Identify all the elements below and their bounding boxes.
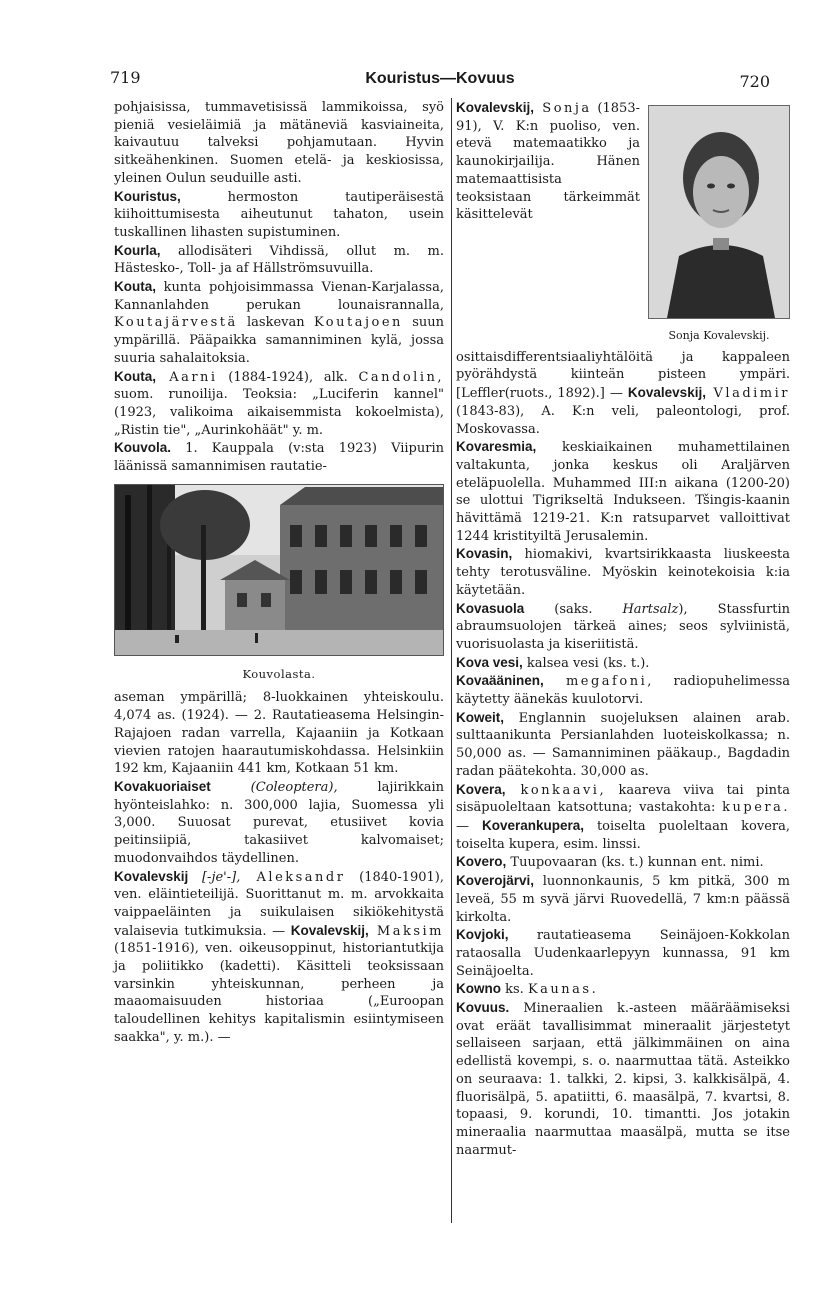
street-scene-image	[115, 485, 443, 655]
entry-text: allodisäteri Vihdissä, ollut m. m. Hästesko-, Toll- ja af Hällströmsuvuilla.	[114, 243, 444, 277]
headword: Koverankupera,	[481, 817, 584, 833]
headword: Kovalevskij	[114, 868, 189, 884]
entry-kova-vesi	[456, 654, 790, 673]
headword: Kovalevskij,	[456, 100, 535, 115]
entry-text: kunta pohjoisimmassa Vienan-Karjalassa, Kannanlahden perukan lounaisrannalla,	[114, 280, 444, 313]
entry-kovasin	[456, 545, 790, 599]
headword: Kovasin,	[456, 546, 513, 562]
entry-kovaresmia	[456, 438, 790, 545]
spaced-term: Koutajoen	[313, 315, 403, 331]
headword: Kovuus.	[456, 1000, 510, 1016]
kouvola-photo	[114, 484, 444, 656]
entry-text: —	[456, 818, 482, 834]
entry-text: keskiaikainen muhamettilainen valtakunta, jonka keskus oli Araljärven eteläpuolella. Muhammed III:n aikana (1200-20) se ulottui Tigrikseltä Indukseen. Tšingis-kaanin hävittämä 1219-21. K:n ratsuparvet valloittivat 1244 kristityiltä Jerusalemin.	[456, 440, 790, 544]
entry-text: Tuupovaaran (ks. t.) kunnan ent. nimi.	[506, 855, 764, 871]
entry-text: laskevan	[237, 315, 314, 331]
portrait-figure	[648, 105, 790, 345]
headword: Kovasuola	[456, 600, 525, 616]
entry-text: ks.	[501, 982, 528, 998]
right-column	[456, 99, 790, 1159]
headword: Kourla,	[114, 242, 161, 258]
entry-text: radiopuhelimessa käytetty äänekäs kuulotorvi.	[456, 674, 790, 708]
entry-kovalevskij-sonja	[456, 99, 790, 438]
headword: Kovaääninen,	[456, 673, 544, 689]
headword: Kovjoki,	[456, 927, 509, 943]
entry-text: (1851-1916), ven. oikeusoppinut, historiantutkija ja poliitikko (kadetti). Käsitteli teoksissaan varsinkin yhteiskunnan, perheen ja maaomaisuuden historiaa („Euroopan taloudellinen kehitys kapitalismin esiintymiseen saakka", y. m.). —	[114, 941, 444, 1045]
headword: Kovero,	[456, 854, 507, 870]
entry-kovalevskij-aleksandr	[114, 868, 444, 1047]
portrait-caption: Sonja Kovalevskij.	[668, 329, 770, 342]
entry-text: Englannin suojeluksen alainen arab. sulttaanikunta Persianlahden luoteiskolkassa; n. 50,000 as. — Samanniminen pääkaup., Bagdadin radan päätekohta. 30,000 as.	[456, 710, 790, 779]
headword: Koverojärvi,	[456, 873, 535, 889]
entry-text: (1853-91), V. K:n puoliso, ven. etevä matemaatikko ja kaunokirjailija. Hänen matemaattisista teoksistaan tärkeimmät käsittelevät osittaisdifferentsiaaliyhtälöitä ja kappaleen pyörähdystä kiinteän pisteen ympäri. [Leffler(ruots., 1892).] —	[456, 101, 790, 402]
spaced-term: Aleksandr	[240, 869, 346, 885]
entry-text: suun ympärillä. Pääpaikka samanniminen kylä, jossa suuria sahalaitoksia.	[114, 315, 444, 366]
headword: Kovera,	[456, 781, 506, 797]
spaced-term: megafoni,	[543, 674, 654, 690]
headword: Kovalevskij,	[627, 385, 706, 401]
entry-kovjoki	[456, 926, 790, 980]
entry-kouvola	[114, 439, 444, 475]
kouvola-photo-figure	[114, 484, 444, 684]
entry-text: lajirikkain hyönteislahko: n. 300,000 lajia, Suomessa yli 3,000. Suuosat purevat, etusiivet kovia peitinsiipiä, takasiivet kalvomaiset; muodonvaihdos täydellinen.	[114, 779, 444, 866]
spaced-term: Maksim	[368, 923, 444, 939]
portrait-image	[649, 106, 789, 318]
entry-text: kalsea vesi (ks. t.).	[522, 655, 650, 671]
entry-text: hermoston tautiperäisestä kiihoittumisesta aiheutunut tahaton, usein tuskallinen lihasten supistuminen.	[114, 189, 444, 240]
spaced-term: kupera.	[722, 800, 790, 816]
spaced-term: konkaavi,	[505, 782, 607, 798]
spaced-term: Kaunas.	[527, 982, 599, 998]
entry-kowno	[456, 980, 790, 999]
portrait-photo	[648, 105, 790, 319]
entry-kouta-1	[114, 278, 444, 368]
headword: Kouta,	[114, 368, 156, 384]
column-divider	[451, 98, 452, 1223]
headword: Kowno	[456, 981, 501, 997]
latin-name: (Coleoptera),	[210, 779, 338, 795]
left-column	[114, 99, 444, 1047]
entry-text: suom. runoilija. Teoksia: „Luciferin kannel" (1923, valikoima aikaisemmista kokoelmista), „Ristin tie", „Aurinkohäät" y. m.	[114, 387, 444, 438]
entry-text: hiomakivi, kvartsirikkaasta liuskeesta tehty terotusväline. Myöskin keinotekoisia k:ia käytetään.	[456, 547, 790, 598]
headword: Kouta,	[114, 279, 156, 295]
german-term: Hartsalz	[622, 601, 679, 617]
left-page-number: 719	[110, 68, 141, 87]
entry-text: (saks.	[524, 601, 623, 617]
entry-text: kaareva viiva tai pinta sisäpuoleltaan katsottuna; vastakohta:	[456, 782, 790, 816]
entry-text: (1840-1901), ven. eläintieteilijä. Suorittanut m. m. arvokkaita vaippaeläinten ja suikulaisen sikiökehitystä valaisevia tutkimuksia. —	[114, 869, 444, 939]
photo-caption: Kouvolasta.	[242, 666, 316, 681]
headword: Kouristus,	[114, 188, 181, 204]
headword: Kovaresmia,	[456, 439, 537, 455]
entry-kovero	[456, 853, 790, 872]
headword: Kouvola.	[114, 440, 172, 456]
entry-kouvola-cont: aseman ympärillä; 8-luokkainen yhteiskoulu. 4,074 as. (1924). — 2. Rautatieasema Helsingin-Rajajoen radan varrella, Kajaaniin ja Kotkaan vievien ratojen haarautumiskohdassa. Helsinkiin 192 km, Kajaaniin 441 km, Kotkaan 51 km.	[114, 690, 444, 777]
entry-text: Mineraalien k.-asteen määräämiseksi ovat eräät tavallisimmat mineraalit järjestetyt sellaiseen sarjaan, että jälkimmäinen on aina edellistä kovempi, s. o. naarmuttaa tätä. Asteikko on seuraava: 1. talkki, 2. kipsi, 3. kalkkisälpä, 4. fluorisälpä, 5. apatiitti, 6. maasälpä, 7. kvartsi, 8. topaasi, 9. korundi, 10. timantti. Jos jotakin mineraalia naarmuttaa maasälpä, mutta se itse naarmut-	[456, 1001, 790, 1158]
entry-text: luonnonkaunis, 5 km pitkä, 300 m leveä, 55 m syvä järvi Ruovedellä, 7 km:n päässä kirkolta.	[456, 874, 790, 925]
entry-kouristus	[114, 188, 444, 242]
entry-kouta-2	[114, 368, 444, 440]
entry-kovera	[456, 781, 790, 854]
entry-text: toiselta puoleltaan kovera, toiselta kupera, esim. linssi.	[456, 818, 790, 852]
entry-text: (1843-83), A. K:n veli, paleontologi, prof. Moskovassa.	[456, 403, 790, 437]
entry-text: rautatieasema Seinäjoen-Kokkolan rataosalla Uudenkaarlepyyn kunnassa, 91 km Seinäjoelta.	[456, 928, 790, 979]
entry-kovakuoriaiset	[114, 778, 444, 868]
entry-text: 1. Kauppala (v:sta 1923) Viipurin läänissä samannimisen rautatie-	[114, 441, 444, 475]
right-page-number: 720	[739, 72, 770, 91]
entry-koverojarvi	[456, 872, 790, 926]
entry-text: ), Stassfurtin abraumsuolojen tärkeä aines; seos sylviinistä, vuorisuolasta ja kiseriitistä.	[456, 601, 790, 652]
entry-kourla	[114, 242, 444, 278]
headword: Kovalevskij,	[290, 922, 369, 938]
page-title: Kouristus—Kovuus	[365, 70, 515, 87]
entry-koweit	[456, 709, 790, 781]
spaced-term: Vladimir	[705, 386, 790, 402]
spaced-term: Aarni	[156, 369, 218, 385]
entry-kovaaaninen	[456, 672, 790, 708]
entry-kovuus	[456, 999, 790, 1159]
spaced-term: Candolin,	[358, 369, 445, 385]
spaced-term: Sonja	[534, 101, 592, 116]
spaced-term: Koutajärvestä	[114, 315, 238, 331]
headword: Kova vesi,	[456, 654, 523, 670]
entry-continuation: pohjaisissa, tummavetisissä lammikoissa, syö pieniä vesieläimiä ja mätäneviä kasviaineita, kaivautuu talveksi pohjamutaan. Hyvin sitkeähenkinen. Suomen etelä- ja keskiosissa, yleinen Oulun seuduille asti.	[114, 100, 444, 186]
headword: Kovakuoriaiset	[114, 778, 211, 794]
headword: Koweit,	[456, 709, 505, 725]
running-header	[110, 68, 770, 94]
entry-kovasuola	[456, 600, 790, 654]
pronunciation: [-je'-],	[188, 869, 241, 885]
entry-text: (1884-1924), alk.	[217, 369, 359, 385]
